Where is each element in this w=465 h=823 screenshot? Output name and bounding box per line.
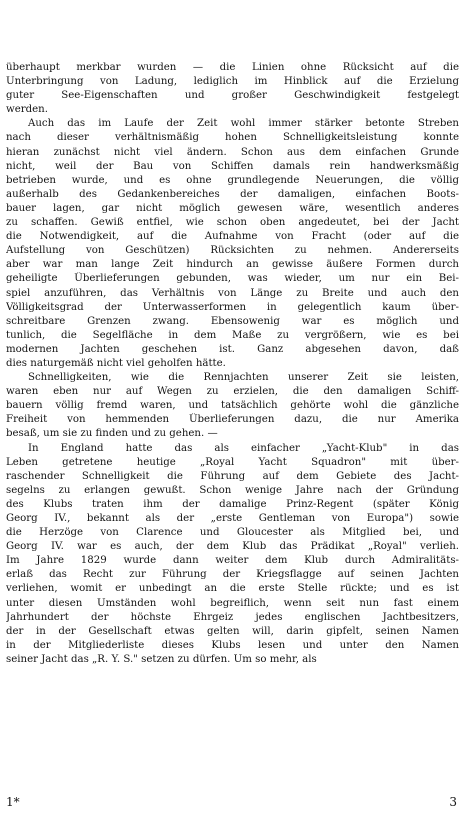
text-line: überhaupt merkbar wurden — die Linien ohne Rücksicht auf die bbox=[6, 62, 459, 73]
text-line: spiel anzuführen, das Verhältnis von Länge zu Breite und auch den bbox=[6, 287, 459, 299]
text-line: nach dieser verhältnismäßig hohen Schnelligkeitsleistung konnte bbox=[6, 132, 459, 144]
text-line: Im Jahre 1829 wurde dann weiter dem Klub durch Admiralitäts- bbox=[6, 555, 459, 567]
text-line: raschender Schnelligkeit die Führung auf dem Gebiete des Jacht- bbox=[6, 470, 459, 482]
page-number: 3 bbox=[449, 795, 457, 809]
text-line: Schnelligkeiten, wie die Rennjachten unserer Zeit sie leisten, bbox=[28, 372, 459, 384]
text-line: tunlich, die Segelfläche in dem Maße zu vergrößern, wie es bei bbox=[6, 329, 459, 341]
text-line: des Klubs traten ihm der damalige Prinz-Regent (später König bbox=[6, 498, 459, 510]
text-line: modernen Jachten geschehen ist. Ganz abgesehen davon, daß bbox=[6, 343, 459, 355]
text-line: Freiheit von hemmenden Überlieferungen dazu, die nur Amerika bbox=[6, 414, 459, 426]
text-line: Völligkeitsgrad der Unterwasserformen in gelegentlich kaum über- bbox=[6, 301, 459, 313]
text-line: hieran zunächst nicht viel ändern. Schon aus dem einfachen Grunde bbox=[6, 146, 459, 158]
text-line: außerhalb des Gedankenbereiches der damaligen, einfachen Boots- bbox=[6, 188, 459, 200]
text-line: Georg IV., bekannt als der „erste Gentleman von Europa") sowie bbox=[6, 513, 459, 524]
text-line: geheiligte Überlieferungen gebunden, was wieder, um nur ein Bei- bbox=[6, 273, 459, 285]
text-line: aber war man lange Zeit hindurch an gewisse äußere Formen durch bbox=[6, 259, 459, 271]
text-line: besaß, um sie zu finden und zu gehen. — bbox=[6, 428, 218, 440]
text-line: Jahrhundert der höchste Ehrgeiz jedes englischen Jachtbesitzers, bbox=[6, 611, 459, 623]
paragraph bbox=[6, 371, 459, 441]
text-line: unter diesen Umständen wohl begreiflich, wenn seit nun fast einem bbox=[6, 597, 459, 609]
text-line: die Herzöge von Clarence und Gloucester als Mitglied bei, und bbox=[6, 527, 459, 539]
text-line: schreitbare Grenzen zwang. Ebensowenig war es möglich und bbox=[6, 315, 459, 327]
paragraph bbox=[6, 442, 459, 668]
text-line: dies naturgemäß nicht viel geholfen hätte. bbox=[6, 357, 226, 369]
signature-mark: 1* bbox=[6, 795, 20, 809]
text-line: die Notwendigkeit, auf die Aufnahme von Fracht (oder auf die bbox=[6, 231, 459, 243]
text-line: Georg IV. war es auch, der dem Klub das Prädikat „Royal" verlieh. bbox=[6, 541, 459, 553]
text-line: bauern völlig fremd waren, und tatsächlich gehörte wohl die gänzliche bbox=[6, 400, 459, 412]
text-line: nicht, weil der Bau von Schiffen damals rein handwerksmäßig bbox=[6, 160, 459, 172]
text-line: segelns zu erlangen gewußt. Schon wenige Jahre nach der Gründung bbox=[6, 484, 459, 496]
text-line: erlaß das Recht zur Führung der Kriegsflagge auf seinen Jachten bbox=[6, 569, 459, 581]
text-line: betrieben wurde, und es ohne grundlegende Neuerungen, die völlig bbox=[6, 174, 459, 186]
text-line: Auch das im Laufe der Zeit wohl immer stärker betonte Streben bbox=[28, 118, 459, 130]
paragraph bbox=[6, 117, 459, 371]
text-line: In England hatte das als einfacher „Yacht-Klub" in das bbox=[28, 442, 459, 454]
text-line: werden. bbox=[6, 104, 48, 116]
text-line: Leben getretene heutige „Royal Yacht Squadron" mit über- bbox=[6, 456, 459, 468]
text-line: zu schaffen. Gewiß entfiel, wie schon oben angedeutet, bei der Jacht bbox=[6, 217, 459, 229]
paragraph bbox=[6, 61, 459, 117]
text-line: guter See-Eigenschaften und großer Geschwindigkeit festgelegt bbox=[6, 90, 459, 102]
body-text bbox=[6, 61, 459, 667]
text-line: in der Mitgliederliste dieses Klubs lesen und unter den Namen bbox=[6, 639, 459, 651]
text-line: Aufstellung von Geschützen) Rücksichten zu nehmen. Andererseits bbox=[6, 245, 459, 257]
text-line: Unterbringung von Ladung, lediglich im Hinblick auf die Erzielung bbox=[6, 76, 459, 88]
text-line: waren eben nur auf Wegen zu erzielen, die den damaligen Schiff- bbox=[6, 386, 459, 398]
text-line: seiner Jacht das „R. Y. S." setzen zu dürfen. Um so mehr, als bbox=[6, 653, 317, 665]
text-line: verliehen, womit er unbedingt an die erste Stelle rückte; und es ist bbox=[6, 583, 459, 595]
text-line: der in der Gesellschaft etwas gelten will, darin gipfelt, seinen Namen bbox=[6, 625, 459, 637]
text-line: bauer lagen, gar nicht möglich gewesen wäre, wesentlich anderes bbox=[6, 202, 459, 214]
